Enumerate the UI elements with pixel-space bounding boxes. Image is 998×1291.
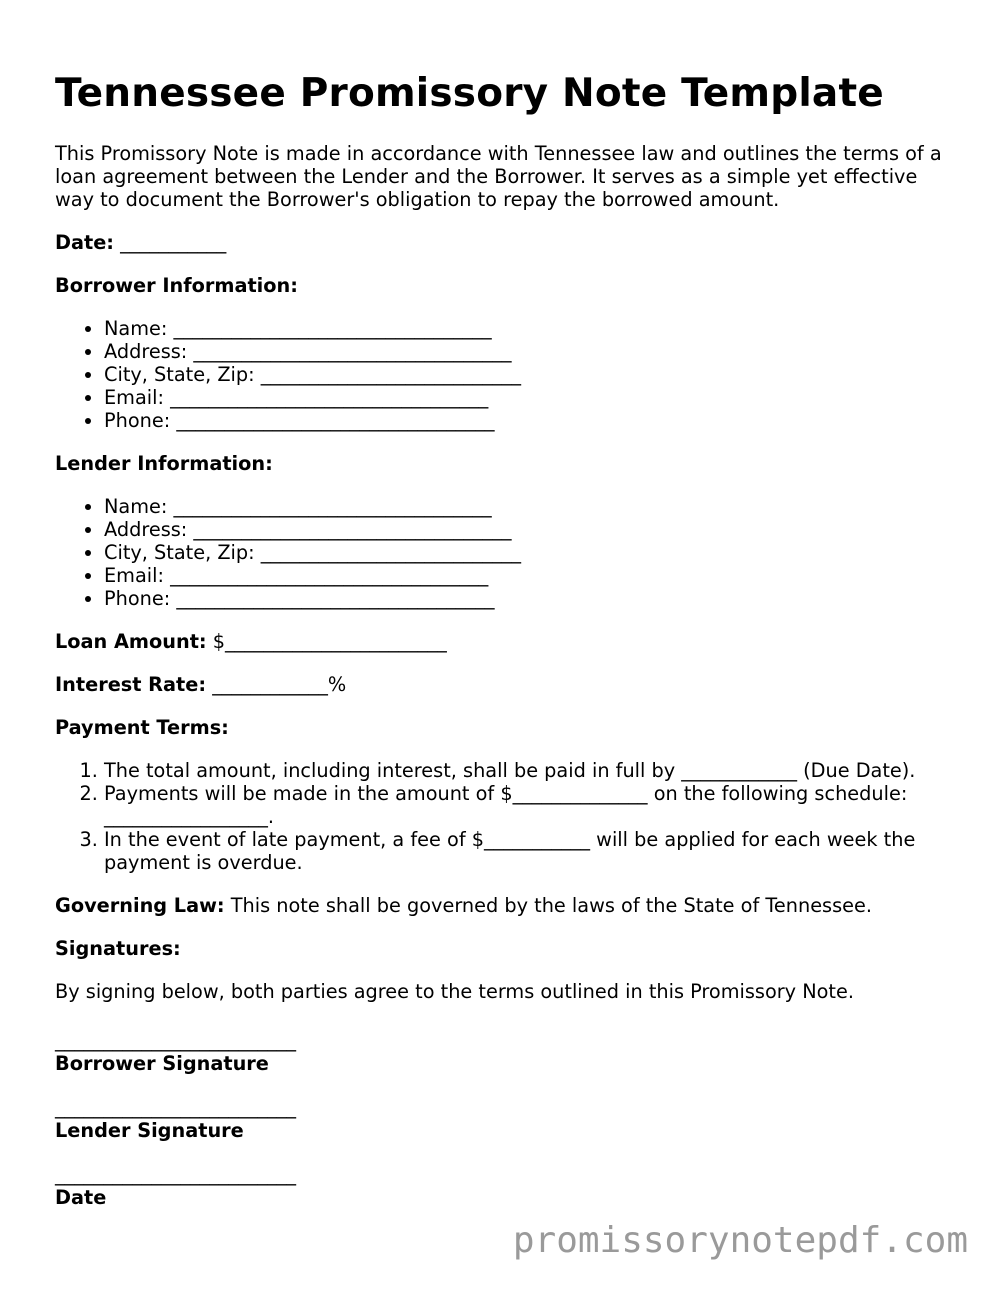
interest-rate-blank: ____________% <box>206 673 347 696</box>
date-blank: ___________ <box>114 231 227 254</box>
lender-city-state-zip: • City, State, Zip: ___________________________ <box>104 541 945 564</box>
interest-rate-field <box>55 673 945 696</box>
lender-signature-line: _________________________ <box>55 1096 297 1119</box>
lender-name: • Name: _________________________________ <box>104 495 945 518</box>
borrower-heading: Borrower Information: <box>55 274 298 297</box>
borrower-email: • Email: _________________________________ <box>104 386 945 409</box>
borrower-signature-line: _________________________ <box>55 1029 297 1052</box>
watermark-text: promissorynotepdf.com <box>512 1220 968 1261</box>
governing-law-label: Governing Law: <box>55 894 225 917</box>
payment-term-schedule: 2. Payments will be made in the amount of $______________ on the following schedule: _________________. <box>104 782 945 828</box>
date-signature-line: _________________________ <box>55 1163 297 1186</box>
intro-paragraph: This Promissory Note is made in accordance with Tennessee law and outlines the terms of a loan agreement between the Lender and the Borrower. It serves as a simple yet effective way to document the Borrower's obligation to repay the borrowed amount. <box>55 142 942 211</box>
lender-phone: • Phone: _________________________________ <box>104 587 945 610</box>
borrower-address: • Address: _________________________________ <box>104 340 945 363</box>
date-signature-block <box>55 1163 945 1209</box>
document-page <box>55 66 945 1229</box>
payment-term-late-fee: 3. In the event of late payment, a fee of $___________ will be applied for each week the payment is overdue. <box>104 828 945 874</box>
governing-law <box>55 894 945 917</box>
payment-terms-list <box>55 759 945 874</box>
signatures-intro: By signing below, both parties agree to the terms outlined in this Promissory Note. <box>55 980 854 1003</box>
borrower-phone: • Phone: _________________________________ <box>104 409 945 432</box>
payment-terms-heading: Payment Terms: <box>55 716 229 739</box>
payment-term-due-date: 1. The total amount, including interest, shall be paid in full by ____________ (Due Date). <box>104 759 945 782</box>
lender-heading: Lender Information: <box>55 452 273 475</box>
date-label: Date: <box>55 231 115 254</box>
lender-list <box>55 495 945 610</box>
interest-rate-label: Interest Rate: <box>55 673 207 696</box>
lender-email: • Email: _________________________________ <box>104 564 945 587</box>
loan-amount-label: Loan Amount: <box>55 630 207 653</box>
governing-law-text: This note shall be governed by the laws of the State of Tennessee. <box>224 894 872 917</box>
borrower-list <box>55 317 945 432</box>
date-signature-label: Date <box>55 1186 107 1209</box>
borrower-name: • Name: _________________________________ <box>104 317 945 340</box>
borrower-city-state-zip: • City, State, Zip: ___________________________ <box>104 363 945 386</box>
date-field <box>55 231 945 254</box>
loan-amount-blank: $_______________________ <box>206 630 447 653</box>
borrower-signature-block <box>55 1029 945 1075</box>
loan-amount-field <box>55 630 945 653</box>
signatures-heading: Signatures: <box>55 937 181 960</box>
borrower-signature-label: Borrower Signature <box>55 1052 269 1075</box>
lender-signature-block <box>55 1096 945 1142</box>
lender-signature-label: Lender Signature <box>55 1119 244 1142</box>
document-title: Tennessee Promissory Note Template <box>55 71 884 116</box>
lender-address: • Address: _________________________________ <box>104 518 945 541</box>
